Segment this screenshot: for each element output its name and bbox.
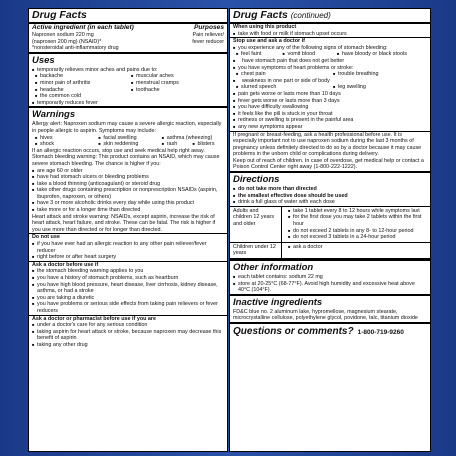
inactive-ingredients-title: Inactive ingredients	[233, 296, 323, 308]
heart-symptoms-2: ■ slurred speech ■ leg swelling	[230, 84, 430, 91]
when-using-item: ■ take with food or milk if stomach upset occurs	[230, 31, 430, 38]
stomach-item: ■ have had stomach ulcers or bleeding problems	[29, 174, 227, 181]
stomach-item: ■ have 3 or more alcoholic drinks every day while using this product	[29, 200, 227, 207]
heart-symptoms-intro: ■ you have symptoms of heart problems or stroke:	[230, 65, 430, 72]
heart-symptom: ■ weakness in one part or side of body	[230, 78, 430, 85]
active-ingredient-header: Active ingredient (in each tablet) Purposes	[32, 24, 224, 31]
ask-pharmacist-item: ■ taking any other drug	[29, 342, 227, 349]
ask-doctor-item: ■ you have a history of stomach problems, such as heartburn	[29, 275, 227, 282]
bleeding-sign: ■ have stomach pain that does not get better	[230, 58, 430, 65]
stomach-warning: Stomach bleeding warning: This product contains an NSAID, which may cause severe stomach bleeding. The chance is higher if you:	[32, 154, 220, 167]
ask-doctor-title: Ask a doctor before use if	[32, 261, 99, 268]
adults-dosage-row: Adults and children 12 years and older ■ take 1 tablet every 8 to 12 hours while symptoms last ■ for the first dose you may take 2 tablets within the first hour ■ do not exceed 2 tablets in any 8- to 12-hour period ■ do not exceed 3 tablets in a 24-hour period	[230, 206, 430, 242]
stop-use-item: ■ redness or swelling is present in the painful area	[230, 117, 430, 124]
stop-use-item: ■ any new symptoms appear	[230, 124, 430, 131]
keep-out-of-reach: Keep out of reach of children. In case of overdose, get medical help or contact a Poison Control Center right away (1-800-222-1222).	[233, 157, 424, 171]
do-not-use-item: ■ right before or after heart surgery	[29, 254, 227, 261]
direction-item: ■ drink a full glass of water with each dose	[230, 199, 430, 206]
allergy-alert: Allergy alert: Naproxen sodium may cause a severe allergic reaction, especially in people allergic to aspirin. Symptoms may include:	[32, 121, 222, 134]
other-information-title: Other information	[233, 262, 314, 273]
ask-pharmacist-title: Ask a doctor or pharmacist before use if you are	[32, 315, 157, 322]
uses-intro: ■ temporarily relieves minor aches and pains due to:	[29, 67, 227, 74]
heart-warning: Heart attack and stroke warning: NSAIDs, except aspirin, increase the risk of heart attack, heart failure, and stroke. These can be fatal. The risk is higher if you use more than directed or for longer than directed.	[32, 213, 216, 233]
when-using-title: When using this product	[233, 24, 297, 30]
do-not-use-title: Do not use	[32, 234, 60, 241]
bleeding-signs: ■ feel faint ■ vomit blood ■ have bloody or black stools	[230, 51, 430, 58]
pregnancy-warning: If pregnant or breast-feeding, ask a health professional before use. It is especially important not to use naproxen sodium during the last 3 months of pregnancy unless definitely directed to do so by a doctor because it may cause problems in the unborn child or complications during delivery.	[233, 131, 422, 158]
ask-doctor-item: ■ you have problems or serious side effects from taking pain relievers or fever reducers	[29, 301, 227, 314]
ask-pharmacist-item: ■ taking aspirin for heart attack or stroke, because naproxen may decrease this benefit of aspirin	[29, 329, 227, 342]
uses-fever: ■ temporarily reduces fever	[29, 100, 227, 107]
active-ingredient-row-2: (naproxen 200 mg) (NSAID)* fever reducer	[32, 38, 224, 45]
active-ingredient-row-1: Naproxen sodium 220 mg Pain reliever/	[32, 32, 224, 38]
warnings-title: Warnings	[32, 109, 76, 121]
stomach-item: ■ take other drugs containing prescription or nonprescription NSAIDs (aspirin, ibuprofen, naproxen, or others)	[29, 187, 227, 200]
heart-symptoms: ■ chest pain ■ trouble breathing	[230, 71, 430, 78]
stop-use-title: Stop use and ask a doctor if	[233, 38, 305, 45]
direction-item: ■ do not take more than directed	[230, 186, 430, 193]
inactive-ingredients: FD&C blue no. 2 aluminum lake, hypromellose, magnesium stearate, microcrystalline cellulose, polyethylene glycol, povidone, talc, titanium dioxide	[233, 308, 418, 322]
directions-title: Directions	[233, 174, 280, 186]
do-not-use-item: ■ if you have ever had an allergic reaction to any other pain reliever/fever reducer	[29, 241, 227, 254]
uses-list: ■ backache ■ muscular aches ■ minor pain of arthritis ■ menstrual cramps ■ headache ■ toothache ■ the common cold	[29, 73, 227, 99]
drug-facts-title: Drug Facts	[32, 9, 87, 21]
drug-facts-right-column	[229, 8, 431, 452]
questions-line: Questions or comments? 1-800-719-9260	[233, 325, 404, 337]
direction-item: ■ the smallest effective dose should be used	[230, 193, 430, 200]
other-info-item: ■ each tablet contains: sodium 22 mg	[230, 274, 430, 281]
ask-pharmacist-item: ■ under a doctor's care for any serious condition	[29, 322, 227, 329]
stop-use-item: ■ you have difficulty swallowing	[230, 104, 430, 111]
drug-facts-continued-title: Drug Facts (continued)	[233, 9, 331, 21]
stop-use-item: ■ fever gets worse or lasts more than 3 days	[230, 98, 430, 105]
drug-facts-left-column	[28, 8, 228, 452]
ask-doctor-item: ■ the stomach bleeding warning applies to you	[29, 268, 227, 275]
stomach-item: ■ take a blood thinning (anticoagulant) or steroid drug	[29, 181, 227, 188]
uses-title: Uses	[32, 54, 55, 66]
allergy-end: If an allergic reaction occurs, stop use and seek medical help right away.	[32, 147, 205, 154]
nsaid-note: *nonsteroidal anti-inflammatory drug	[32, 45, 119, 52]
stomach-item: ■ are age 60 or older	[29, 168, 227, 175]
stomach-item: ■ take more or for a longer time than directed	[29, 207, 227, 214]
stop-use-item: ■ pain gets worse or lasts more than 10 days	[230, 91, 430, 98]
stop-use-intro: ■ you experience any of the following signs of stomach bleeding:	[230, 45, 430, 52]
ask-doctor-item: ■ you are taking a diuretic	[29, 295, 227, 302]
phone-number: 1-800-719-9260	[357, 328, 404, 336]
stop-use-item: ■ it feels like the pill is stuck in your throat	[230, 111, 430, 118]
children-dosage-row: Children under 12 years ■ ask a doctor	[230, 242, 430, 259]
ask-doctor-item: ■ you have high blood pressure, heart disease, liver cirrhosis, kidney disease, asthma, or had a stroke	[29, 282, 227, 295]
other-info-item: ■ store at 20-25°C (68-77°F). Avoid high humidity and excessive heat above 40°C (104°F).	[230, 281, 430, 294]
allergy-symptoms: ■ hives ■ facial swelling ■ asthma (wheezing) ■ shock ■ skin reddening ■ rash ■ blisters	[29, 135, 227, 148]
